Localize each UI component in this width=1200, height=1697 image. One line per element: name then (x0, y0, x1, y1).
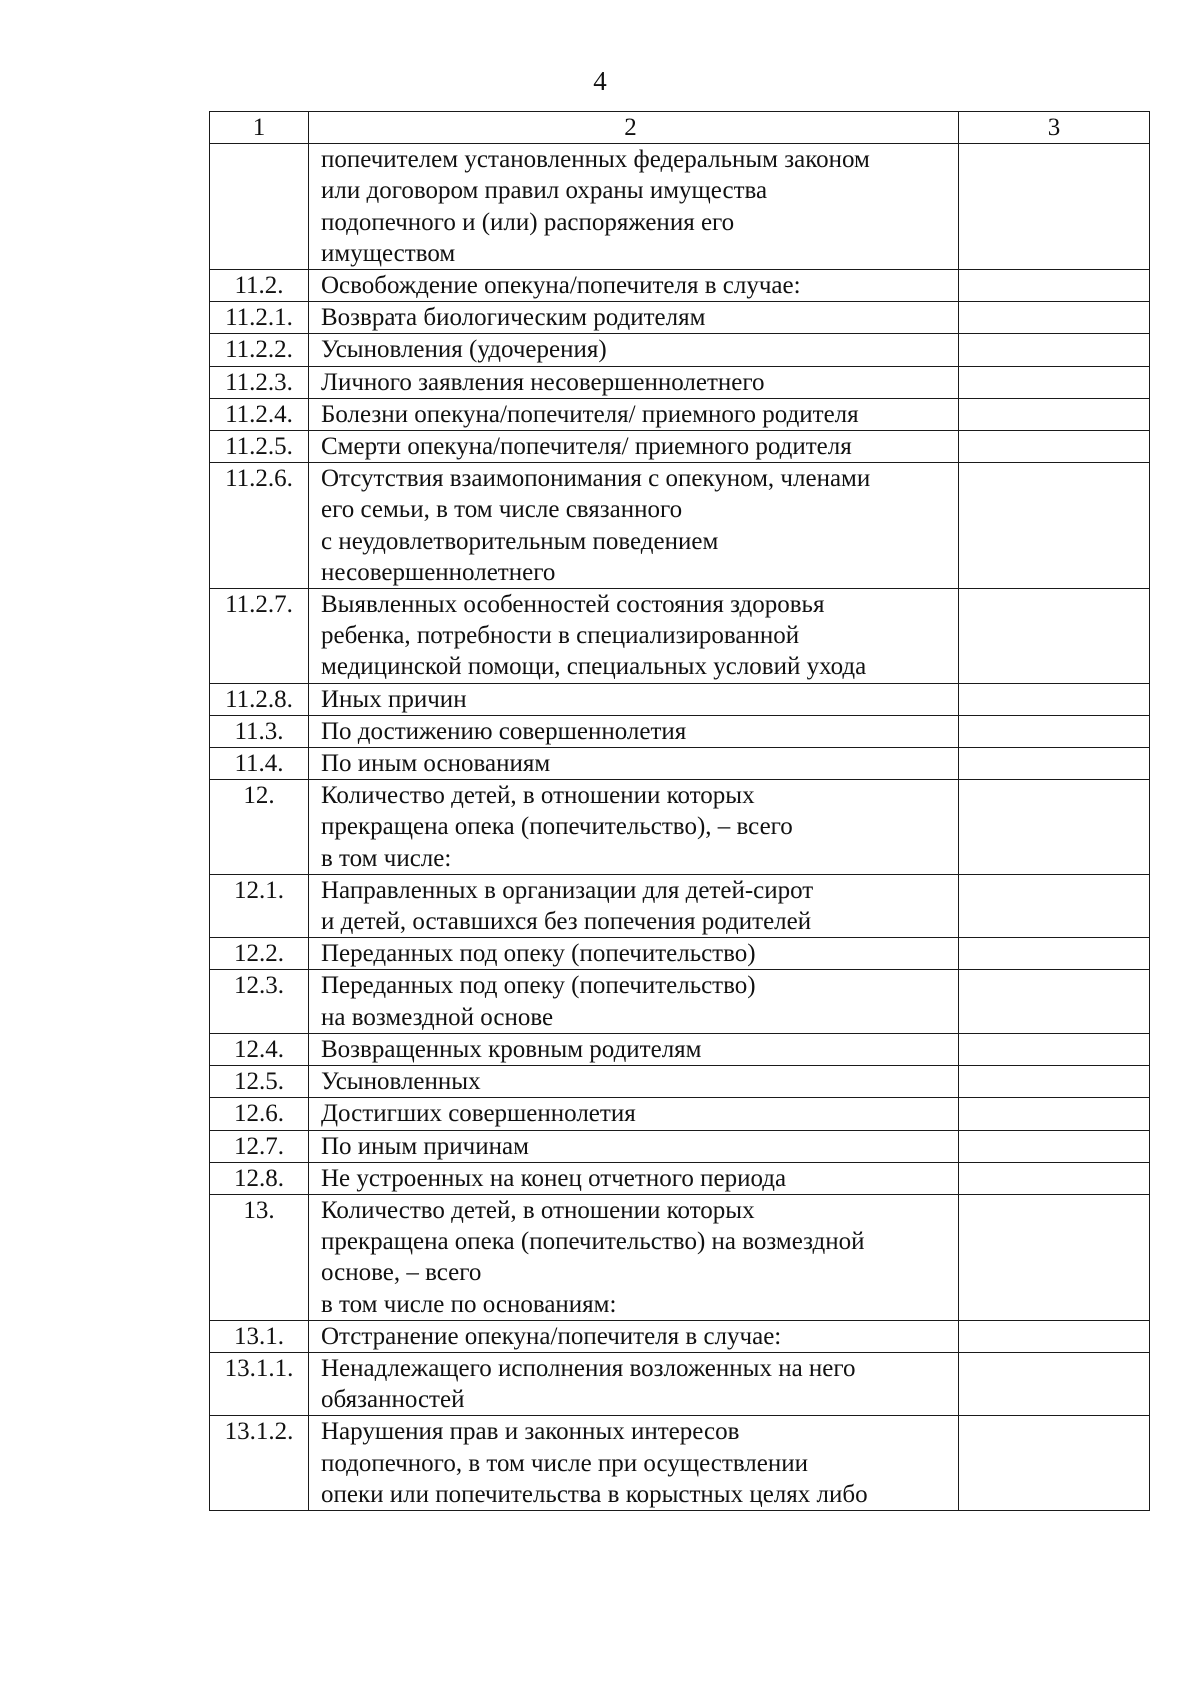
table-row (210, 589, 1150, 684)
row-value-cell[interactable] (959, 366, 1150, 398)
row-description-cell: Личного заявления несовершеннолетнего (309, 366, 959, 398)
table-row (210, 1416, 1150, 1511)
table-body (210, 144, 1150, 1511)
row-value-cell[interactable] (959, 1130, 1150, 1162)
table-row (210, 1066, 1150, 1098)
row-number-cell: 12.1. (210, 874, 309, 937)
row-number-cell: 12. (210, 780, 309, 875)
row-number-cell: 11.2.4. (210, 398, 309, 430)
row-number-cell: 11.3. (210, 715, 309, 747)
row-description-cell: Достигших совершеннолетия (309, 1098, 959, 1130)
row-number-cell: 11.2.2. (210, 334, 309, 366)
row-number-cell: 12.5. (210, 1066, 309, 1098)
table-row (210, 144, 1150, 270)
row-description-cell: Усыновленных (309, 1066, 959, 1098)
row-value-cell[interactable] (959, 1352, 1150, 1415)
row-value-cell[interactable] (959, 398, 1150, 430)
row-value-cell[interactable] (959, 270, 1150, 302)
row-value-cell[interactable] (959, 302, 1150, 334)
row-number-cell: 12.3. (210, 970, 309, 1033)
row-number-cell: 11.2.3. (210, 366, 309, 398)
table-row (210, 748, 1150, 780)
row-description-cell: Переданных под опеку (попечительство) на возмездной основе (309, 970, 959, 1033)
row-number-cell (210, 144, 309, 270)
row-value-cell[interactable] (959, 1066, 1150, 1098)
row-value-cell[interactable] (959, 748, 1150, 780)
row-number-cell: 13.1. (210, 1320, 309, 1352)
row-number-cell: 11.2.6. (210, 463, 309, 589)
row-description-cell: Возврата биологическим родителям (309, 302, 959, 334)
row-value-cell[interactable] (959, 589, 1150, 684)
row-description-cell: По иным причинам (309, 1130, 959, 1162)
row-description-cell: Отстранение опекуна/попечителя в случае: (309, 1320, 959, 1352)
row-number-cell: 11.2.1. (210, 302, 309, 334)
table-row (210, 366, 1150, 398)
table-row (210, 938, 1150, 970)
table-row (210, 970, 1150, 1033)
row-description-cell: Направленных в организации для детей-сирот и детей, оставшихся без попечения родителей (309, 874, 959, 937)
row-number-cell: 12.8. (210, 1162, 309, 1194)
row-number-cell: 12.6. (210, 1098, 309, 1130)
column-header-1: 1 (210, 112, 309, 144)
column-header-2: 2 (309, 112, 959, 144)
table-row (210, 398, 1150, 430)
row-description-cell: Усыновления (удочерения) (309, 334, 959, 366)
row-description-cell: Иных причин (309, 683, 959, 715)
row-description-cell: попечителем установленных федеральным законом или договором правил охраны имущества подопечного и (или) распоряжения его имуществом (309, 144, 959, 270)
table-row (210, 715, 1150, 747)
row-description-cell: Количество детей, в отношении которых прекращена опека (попечительство), – всего в том числе: (309, 780, 959, 875)
row-description-cell: Переданных под опеку (попечительство) (309, 938, 959, 970)
row-value-cell[interactable] (959, 1098, 1150, 1130)
row-value-cell[interactable] (959, 1194, 1150, 1320)
row-number-cell: 11.2.7. (210, 589, 309, 684)
page-number: 4 (593, 66, 607, 96)
table-row (210, 683, 1150, 715)
row-description-cell: Нарушения прав и законных интересов подопечного, в том числе при осуществлении опеки или попечительства в корыстных целях либо (309, 1416, 959, 1511)
row-value-cell[interactable] (959, 715, 1150, 747)
table-row (210, 1033, 1150, 1065)
table-row (210, 1162, 1150, 1194)
table-row (210, 1352, 1150, 1415)
row-description-cell: Возвращенных кровным родителям (309, 1033, 959, 1065)
row-value-cell[interactable] (959, 1033, 1150, 1065)
row-number-cell: 11.2.5. (210, 431, 309, 463)
table-row (210, 1098, 1150, 1130)
row-number-cell: 11.2.8. (210, 683, 309, 715)
row-description-cell: Смерти опекуна/попечителя/ приемного родителя (309, 431, 959, 463)
row-description-cell: Выявленных особенностей состояния здоровья ребенка, потребности в специализированной медицинской помощи, специальных условий ухода (309, 589, 959, 684)
row-value-cell[interactable] (959, 431, 1150, 463)
row-number-cell: 11.4. (210, 748, 309, 780)
row-value-cell[interactable] (959, 463, 1150, 589)
row-value-cell[interactable] (959, 1416, 1150, 1511)
table-header-row (210, 112, 1150, 144)
table-row (210, 1130, 1150, 1162)
row-description-cell: Освобождение опекуна/попечителя в случае: (309, 270, 959, 302)
row-description-cell: По достижению совершеннолетия (309, 715, 959, 747)
table-row (210, 780, 1150, 875)
row-value-cell[interactable] (959, 970, 1150, 1033)
column-header-3: 3 (959, 112, 1150, 144)
row-number-cell: 12.2. (210, 938, 309, 970)
row-number-cell: 13. (210, 1194, 309, 1320)
row-value-cell[interactable] (959, 683, 1150, 715)
row-description-cell: Отсутствия взаимопонимания с опекуном, членами его семьи, в том числе связанного с неудовлетворительным поведением несовершеннолетнего (309, 463, 959, 589)
table-row (210, 1320, 1150, 1352)
row-description-cell: Не устроенных на конец отчетного периода (309, 1162, 959, 1194)
row-value-cell[interactable] (959, 144, 1150, 270)
row-value-cell[interactable] (959, 334, 1150, 366)
row-number-cell: 12.4. (210, 1033, 309, 1065)
table-row (210, 431, 1150, 463)
row-description-cell: Количество детей, в отношении которых прекращена опека (попечительство) на возмездной основе, – всего в том числе по основаниям: (309, 1194, 959, 1320)
row-value-cell[interactable] (959, 1320, 1150, 1352)
row-value-cell[interactable] (959, 874, 1150, 937)
row-number-cell: 11.2. (210, 270, 309, 302)
row-value-cell[interactable] (959, 1162, 1150, 1194)
row-number-cell: 13.1.1. (210, 1352, 309, 1415)
table-row (210, 334, 1150, 366)
row-value-cell[interactable] (959, 938, 1150, 970)
row-description-cell: По иным основаниям (309, 748, 959, 780)
table-row (210, 463, 1150, 589)
row-description-cell: Ненадлежащего исполнения возложенных на него обязанностей (309, 1352, 959, 1415)
table-row (210, 1194, 1150, 1320)
table-row (210, 270, 1150, 302)
row-number-cell: 13.1.2. (210, 1416, 309, 1511)
report-table (209, 111, 1150, 1511)
table-row (210, 874, 1150, 937)
row-description-cell: Болезни опекуна/попечителя/ приемного родителя (309, 398, 959, 430)
row-number-cell: 12.7. (210, 1130, 309, 1162)
table-row (210, 302, 1150, 334)
row-value-cell[interactable] (959, 780, 1150, 875)
